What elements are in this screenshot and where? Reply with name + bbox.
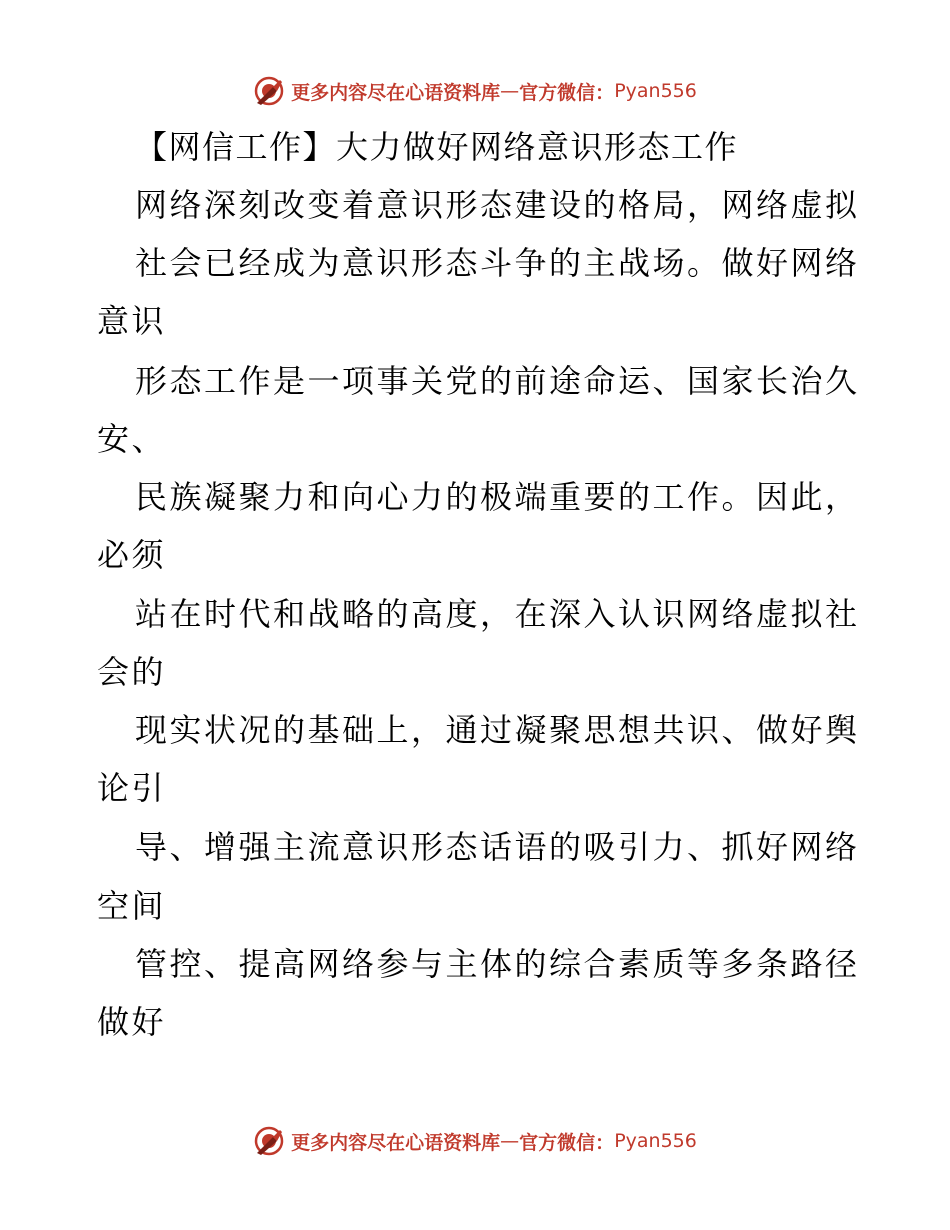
separator-dash: —	[500, 80, 520, 102]
contact-id: Pyan556	[614, 80, 697, 102]
contact-label: 官方微信：	[519, 1131, 615, 1154]
paragraph-line: 形态工作是一项事关党的前途命运、国家长治久	[135, 362, 860, 400]
footer-banner	[0, 1121, 950, 1161]
paragraph-line: 民族凝聚力和向心力的极端重要的工作。因此，	[135, 478, 860, 516]
paragraph-line: 论引	[97, 769, 167, 807]
paragraph-line: 管控、提高网络参与主体的综合素质等多条路径	[135, 945, 860, 983]
contact-label: 官方微信：	[519, 81, 615, 104]
paragraph-line: 空间	[97, 887, 167, 925]
pen-seal-icon	[253, 75, 285, 107]
header-banner	[0, 71, 950, 111]
brand-text: 更多内容尽在心语资料库	[291, 81, 501, 104]
paragraph-line: 安、	[97, 420, 167, 458]
document-title: 【网信工作】大力做好网络意识形态工作	[135, 128, 739, 166]
brand-text: 更多内容尽在心语资料库	[291, 1131, 501, 1154]
paragraph-line: 做好	[97, 1003, 167, 1041]
paragraph-line: 必须	[97, 536, 167, 574]
paragraph-line: 社会已经成为意识形态斗争的主战场。做好网络	[135, 244, 860, 282]
paragraph-line: 导、增强主流意识形态话语的吸引力、抓好网络	[135, 828, 860, 866]
pen-seal-icon	[253, 1125, 285, 1157]
paragraph-line: 会的	[97, 653, 167, 691]
contact-id: Pyan556	[614, 1130, 697, 1152]
paragraph-line: 网络深刻改变着意识形态建设的格局，网络虚拟	[135, 186, 860, 224]
paragraph-line: 现实状况的基础上，通过凝聚思想共识、做好舆	[135, 711, 860, 749]
paragraph-line: 意识	[97, 302, 167, 340]
separator-dash: —	[500, 1130, 520, 1152]
paragraph-line: 站在时代和战略的高度，在深入认识网络虚拟社	[135, 595, 860, 633]
